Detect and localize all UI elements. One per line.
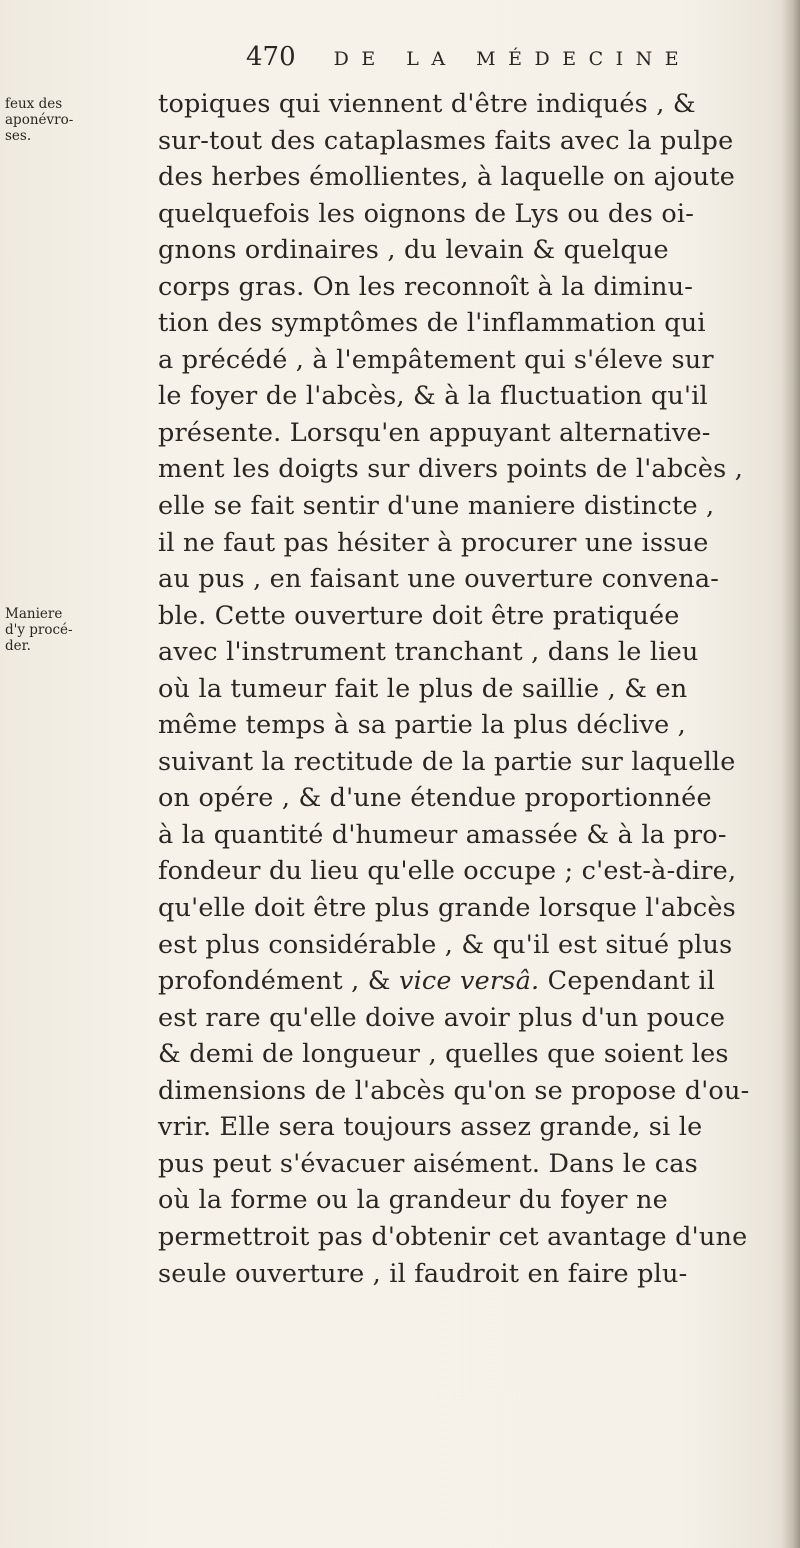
- text-line: où la tumeur fait le plus de saillie , & en: [158, 673, 688, 704]
- text-line: tion des symptômes de l'inflammation qui: [158, 308, 706, 339]
- text-line: est rare qu'elle doive avoir plus d'un pouce: [158, 1002, 726, 1033]
- text-line: ment les doigts sur divers points de l'abcès ,: [158, 454, 744, 485]
- text-line: même temps à sa partie la plus déclive ,: [158, 710, 686, 741]
- text-line: présente. Lorsqu'en appuyant alternative-: [158, 417, 711, 448]
- text-line: au pus , en faisant une ouverture convena-: [158, 564, 720, 595]
- text-line: avec l'instrument tranchant , dans le lieu: [158, 637, 699, 668]
- text-line: on opére , & d'une étendue proportionnée: [158, 783, 712, 814]
- margin-note: [5, 606, 73, 654]
- page-header: [246, 42, 691, 82]
- text-line: des herbes émollientes, à laquelle on ajoute: [158, 162, 736, 193]
- text-line: topiques qui viennent d'être indiqués , &: [158, 89, 696, 119]
- margin-note-line: d'y procé-: [5, 622, 73, 638]
- text-line: sur-tout des cataplasmes faits avec la pulpe: [158, 125, 734, 156]
- text-line: suivant la rectitude de la partie sur laquelle: [158, 746, 736, 777]
- text-line: ble. Cette ouverture doit être pratiquée: [158, 600, 680, 631]
- text-line: gnons ordinaires , du levain & quelque: [158, 235, 669, 266]
- text-line: qu'elle doit être plus grande lorsque l'abcès: [158, 893, 736, 924]
- text-line: le foyer de l'abcès, & à la fluctuation qu'il: [158, 381, 708, 412]
- text-line: où la forme ou la grandeur du foyer ne: [158, 1185, 668, 1216]
- margin-note: [5, 96, 73, 144]
- text-line: vrir. Elle sera toujours assez grande, si le: [158, 1112, 703, 1143]
- body-text: [158, 86, 798, 1292]
- running-title: DE LA MÉDECINE: [333, 48, 692, 70]
- text-line-with-italic: [158, 963, 798, 1000]
- page-number: 470: [246, 42, 296, 72]
- text-line: pus peut s'évacuer aisément. Dans le cas: [158, 1148, 698, 1179]
- text-line: à la quantité d'humeur amassée & à la pro-: [158, 819, 727, 850]
- text-line: est plus considérable , & qu'il est situé plus: [158, 929, 733, 960]
- margin-note-line: aponévro-: [5, 112, 74, 128]
- text-line: elle se fait sentir d'une maniere distincte ,: [158, 491, 715, 522]
- margin-note-line: feux des: [5, 96, 63, 112]
- text-line: seule ouverture , il faudroit en faire plu-: [158, 1258, 688, 1289]
- margin-note-line: der.: [5, 638, 31, 654]
- text-segment: profondément , &: [158, 966, 391, 997]
- text-line: & demi de longueur , quelles que soient les: [158, 1039, 729, 1070]
- text-line: permettroit pas d'obtenir cet avantage d'une: [158, 1221, 748, 1252]
- text-line: fondeur du lieu qu'elle occupe ; c'est-à-dire,: [158, 856, 737, 887]
- text-line: quelquefois les oignons de Lys ou des oi-: [158, 198, 695, 229]
- italic-phrase: vice versâ.: [398, 966, 540, 997]
- text-line: dimensions de l'abcès qu'on se propose d'ou-: [158, 1075, 750, 1106]
- text-line: il ne faut pas hésiter à procurer une issue: [158, 527, 709, 558]
- margin-note-line: Maniere: [5, 606, 63, 622]
- text-segment: Cependant il: [539, 966, 716, 997]
- text-line: a précédé , à l'empâtement qui s'éleve sur: [158, 344, 714, 375]
- text-line: corps gras. On les reconnoît à la diminu-: [158, 271, 694, 302]
- margin-note-line: ses.: [5, 128, 32, 144]
